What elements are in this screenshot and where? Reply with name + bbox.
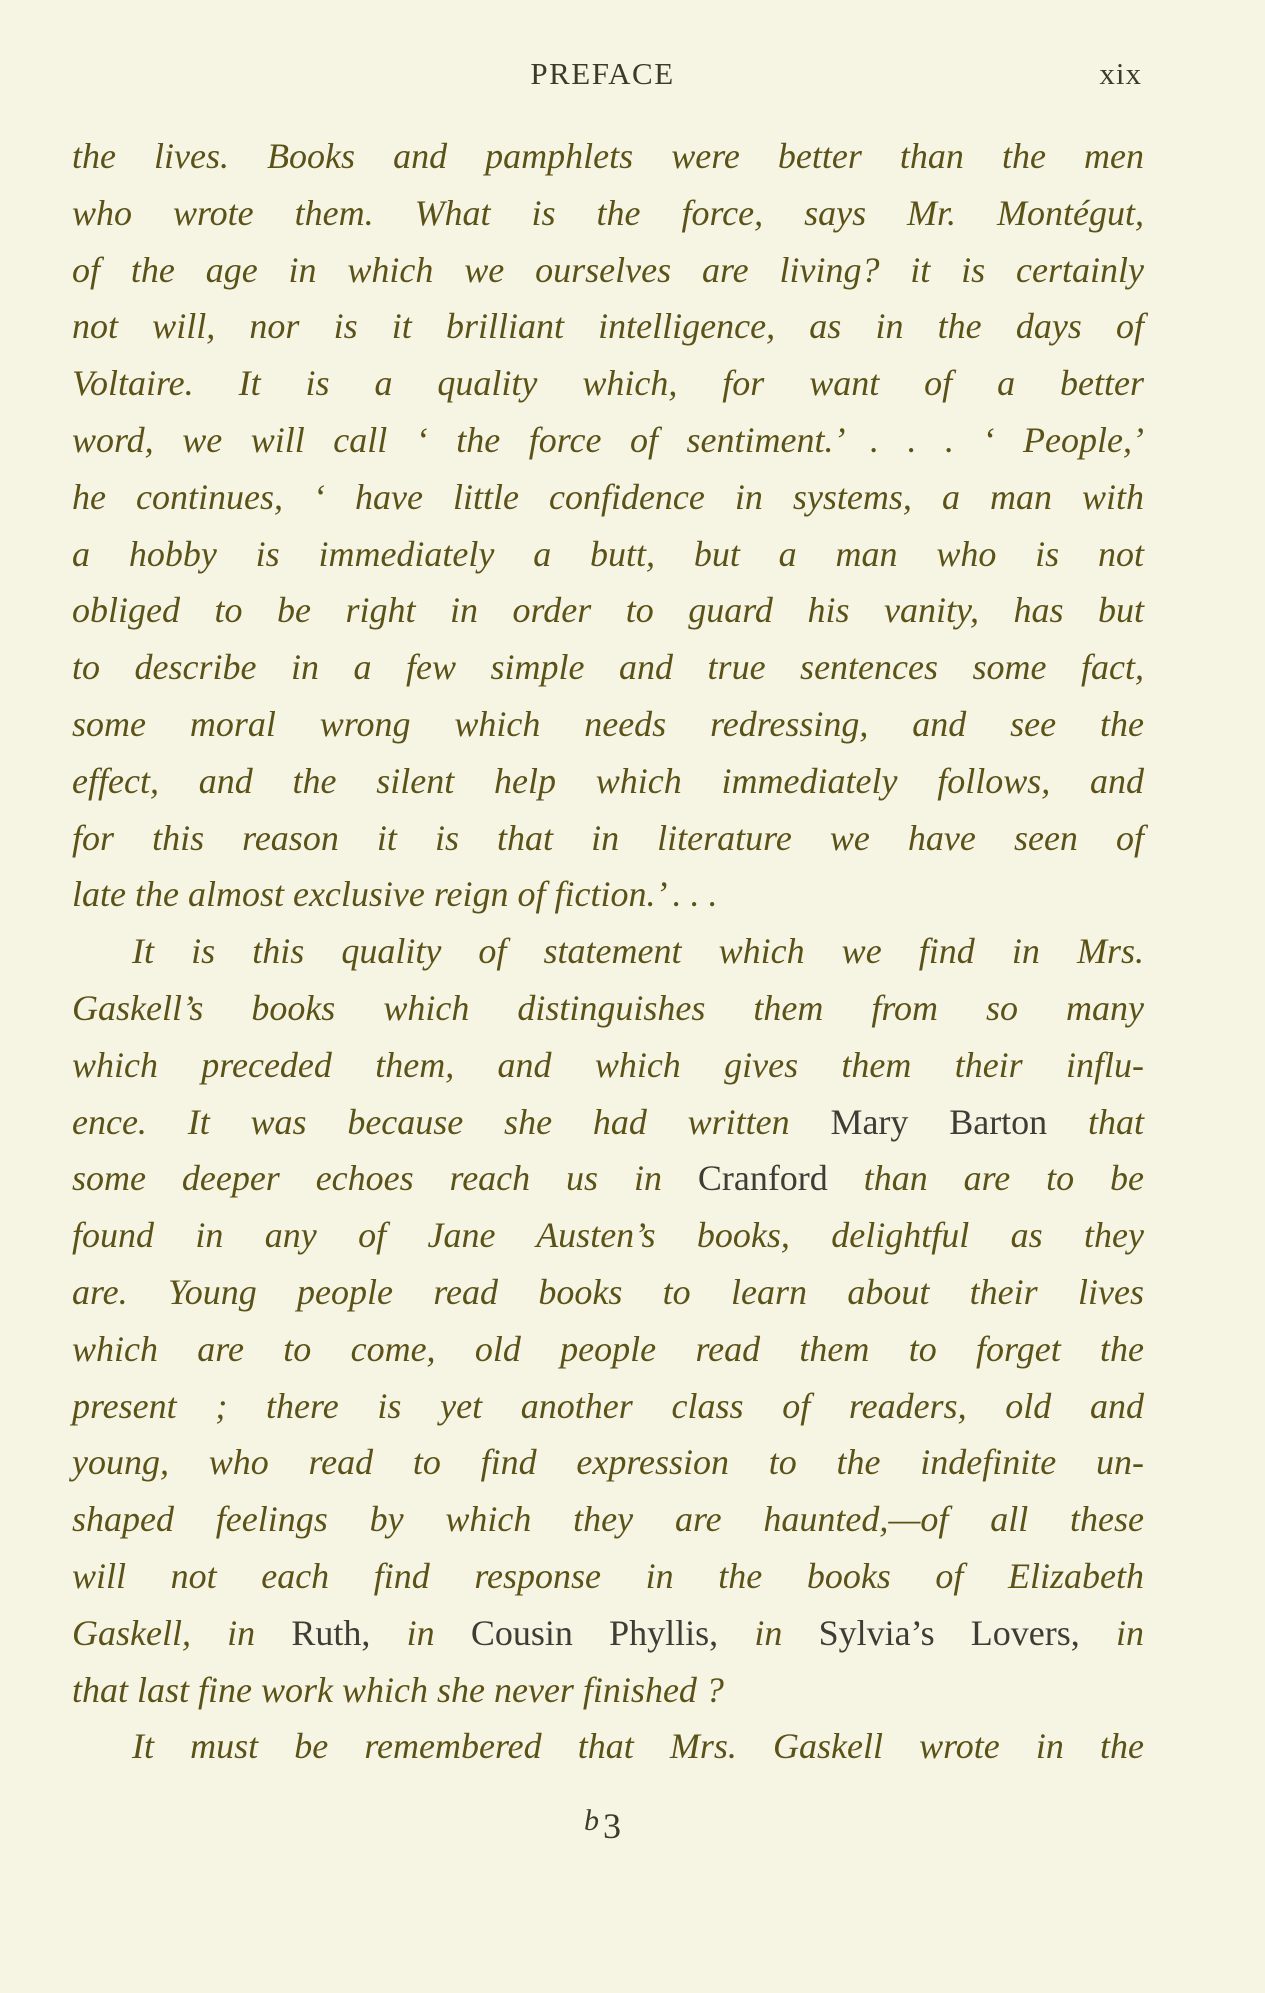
text-run: which are to come, old people read them to forget the (72, 1328, 1144, 1369)
text-run: to describe in a few simple and true sentences some fact, (72, 647, 1144, 688)
text-run: the lives. Books and pamphlets were better than the men (72, 136, 1144, 176)
text-run: Voltaire. It is a quality which, for want of a better (72, 363, 1144, 404)
text-run: are. Young people read books to learn about their lives (72, 1271, 1144, 1312)
text-run: word, we will call ‘ the force of sentiment.’ . . . ‘ People,’ (72, 419, 1144, 460)
text-line (72, 355, 1144, 412)
signature-letter: b (584, 1804, 599, 1837)
text-line (72, 469, 1144, 526)
text-run: in (718, 1612, 819, 1653)
text-line (72, 980, 1144, 1037)
text-run: Gaskell, in (72, 1612, 292, 1653)
text-line (72, 1207, 1144, 1264)
text-line (72, 1434, 1144, 1491)
signature-mark (0, 1804, 1205, 1847)
text-line (72, 1605, 1144, 1662)
text-line (72, 866, 1144, 923)
text-run: a hobby is immediately a butt, but a man who is not (72, 533, 1144, 574)
text-line (72, 1321, 1144, 1378)
text-run: found in any of Jane Austen’s books, delightful as they (72, 1215, 1144, 1256)
text-line (72, 753, 1144, 810)
text-line (72, 639, 1144, 696)
text-run: than are to be (827, 1158, 1144, 1199)
text-line (72, 298, 1144, 355)
text-run: obliged to be right in order to guard his vanity, has but (72, 590, 1144, 631)
text-run: in (1079, 1612, 1144, 1653)
page-number: xix (1099, 56, 1142, 91)
text-line (72, 1378, 1144, 1435)
text-run: some moral wrong which needs redressing, and see the (72, 703, 1144, 744)
text-line (72, 1037, 1144, 1094)
text-line (72, 1150, 1144, 1207)
text-run: present ; there is yet another class of readers, old and (72, 1385, 1144, 1426)
text-run: late the almost exclusive reign of fiction.’ . . . (72, 874, 718, 915)
book-title: Mary Barton (830, 1101, 1048, 1142)
text-run: Gaskell’s books which distinguishes them from so many (72, 987, 1144, 1028)
text-run: It is this quality of statement which we find in Mrs. (132, 931, 1144, 972)
text-run: of the age in which we ourselves are living? it is certainly (72, 249, 1144, 290)
text-run: some deeper echoes reach us in (72, 1158, 698, 1199)
running-title: PREFACE (530, 56, 675, 91)
text-run: he continues, ‘ have little confidence in systems, a man with (72, 476, 1144, 517)
text-line (72, 526, 1144, 583)
text-run: that last fine work which she never finished ? (72, 1669, 724, 1710)
text-line (72, 185, 1144, 242)
book-title: Sylvia’s Lovers, (818, 1612, 1080, 1653)
book-title: Ruth, (291, 1612, 371, 1653)
text-run: who wrote them. What is the force, says Mr. Montégut, (72, 192, 1144, 233)
text-run: for this reason it is that in literature we have seen of (72, 817, 1144, 858)
signature-number: 3 (603, 1806, 621, 1846)
text-line (72, 1264, 1144, 1321)
text-run: will not each find response in the books of Elizabeth (72, 1555, 1144, 1596)
text-line (72, 696, 1144, 753)
book-title: Cranford (697, 1158, 828, 1199)
running-header (0, 56, 1265, 96)
body-text (72, 128, 1144, 1775)
text-line (72, 1491, 1144, 1548)
text-run: not will, nor is it brilliant intelligence, as in the days of (72, 306, 1144, 347)
text-line (72, 1094, 1144, 1151)
text-line (72, 412, 1144, 469)
text-line (72, 923, 1144, 980)
text-line (72, 810, 1144, 867)
text-run: ence. It was because she had written (72, 1101, 831, 1142)
text-run: effect, and the silent help which immediately follows, and (72, 760, 1144, 801)
text-run: shaped feelings by which they are haunted,—of all these (72, 1499, 1144, 1540)
text-line (72, 1718, 1144, 1775)
text-line (72, 1662, 1144, 1719)
text-run: which preceded them, and which gives them their influ- (72, 1044, 1144, 1085)
text-line (72, 1548, 1144, 1605)
text-run: in (370, 1612, 471, 1653)
text-line (72, 128, 1144, 185)
text-run: It must be remembered that Mrs. Gaskell wrote in the (132, 1726, 1144, 1767)
book-title: Cousin Phyllis, (470, 1612, 719, 1653)
text-run: young, who read to find expression to the indefinite un- (72, 1442, 1144, 1483)
text-line (72, 582, 1144, 639)
text-run: that (1047, 1101, 1144, 1142)
text-line (72, 242, 1144, 299)
